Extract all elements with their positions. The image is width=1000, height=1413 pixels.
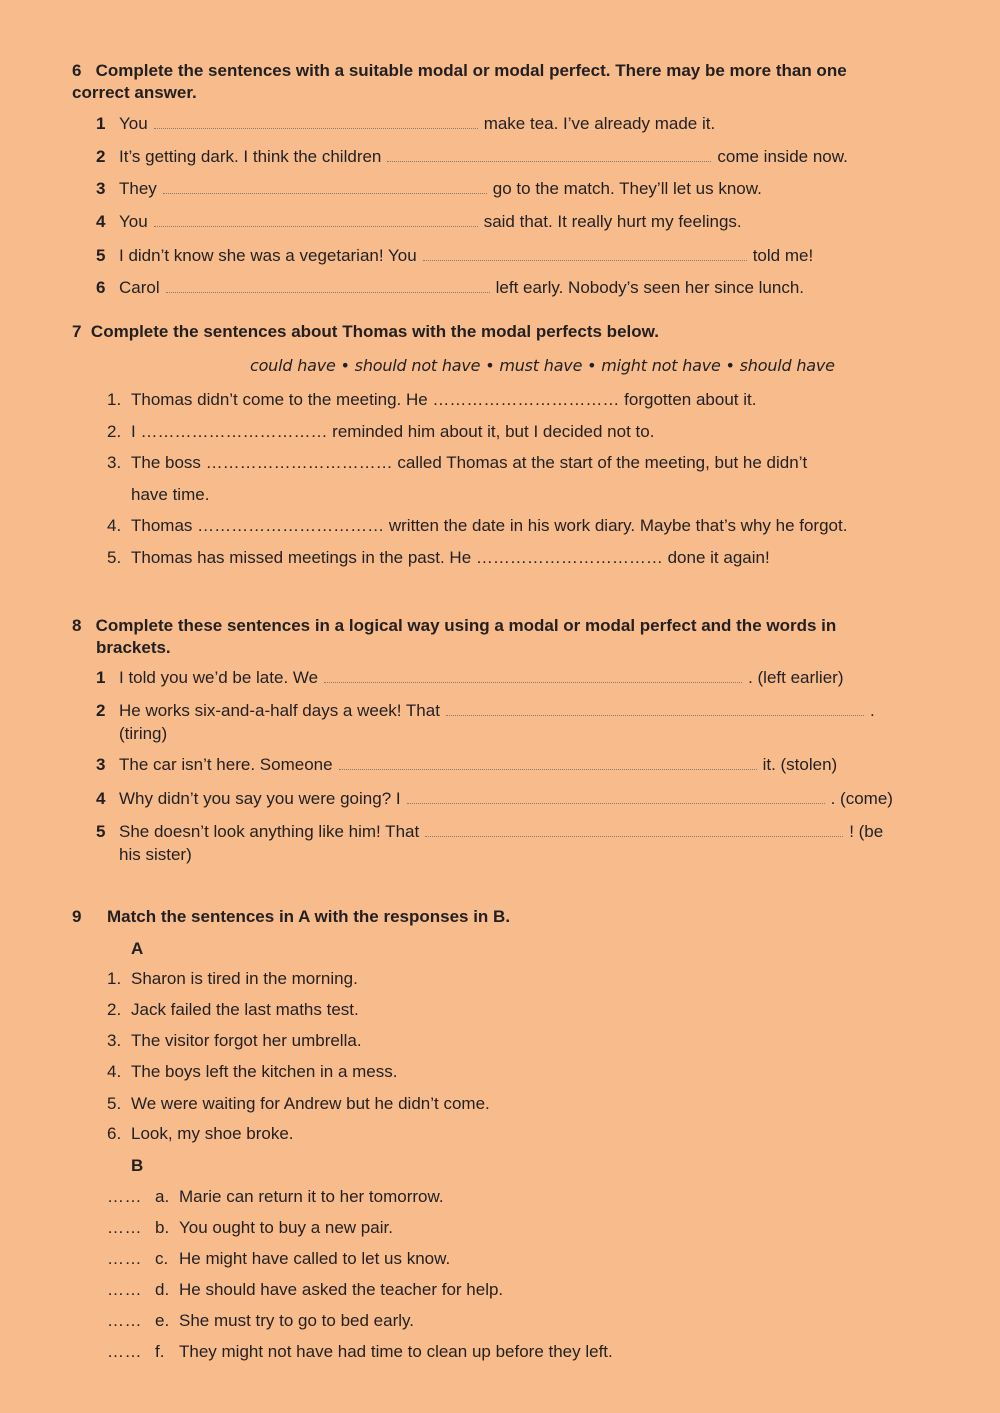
ex7-item-5: 5. Thomas has missed meetings in the past. He …………………………… done it again! (107, 548, 770, 567)
ex9-b-item: …… f. They might not have had time to clean up before they left. (107, 1342, 613, 1361)
ex7-item-3-continued: have time. (131, 485, 210, 504)
ex6-item-6: 6 Carol left early. Nobody’s seen her since lunch. (96, 278, 804, 297)
ex7-item-2: 2. I …………………………… reminded him about it, but I decided not to. (107, 422, 655, 441)
match-blank[interactable]: …… (107, 1187, 142, 1206)
ex9-a-item: 1. Sharon is tired in the morning. (107, 969, 358, 988)
ex8-item-1: 1 I told you we’d be late. We . (left earlier) (96, 668, 844, 687)
answer-blank[interactable] (387, 160, 711, 162)
match-blank[interactable]: …… (107, 1249, 142, 1268)
ex9-heading: 9 Match the sentences in A with the responses in B. (72, 907, 511, 926)
ex7-item-1: 1. Thomas didn’t come to the meeting. He …………………………… forgotten about it. (107, 390, 757, 409)
answer-blank[interactable] (154, 225, 478, 227)
match-blank[interactable]: …… (107, 1218, 142, 1237)
ex6-heading-line1: Complete the sentences with a suitable modal or modal perfect. There may be more than one (95, 61, 847, 80)
ex9-b-item: …… c. He might have called to let us know. (107, 1249, 451, 1268)
ex8-item-5: 5 She doesn’t look anything like him! That ! (be (96, 822, 884, 841)
ex9-b-item: …… a. Marie can return it to her tomorrow. (107, 1187, 444, 1206)
answer-blank[interactable] (425, 835, 843, 837)
answer-blank[interactable] (339, 768, 757, 770)
answer-blank[interactable] (154, 127, 478, 129)
ex8-item-3: 3 The car isn’t here. Someone it. (stolen) (96, 755, 838, 774)
ex9-number: 9 (72, 907, 82, 926)
match-blank[interactable]: …… (107, 1280, 142, 1299)
ex7-item-4: 4. Thomas …………………………… written the date in his work diary. Maybe that’s why he forgot. (107, 516, 848, 535)
ex7-heading: 7 Complete the sentences about Thomas with the modal perfects below. (72, 322, 659, 341)
ex7-number: 7 (72, 322, 82, 341)
match-blank[interactable]: …… (107, 1311, 142, 1330)
ex9-a-item: 3. The visitor forgot her umbrella. (107, 1031, 362, 1050)
ex8-heading-line2: brackets. (96, 638, 171, 657)
column-a-label: A (131, 939, 144, 958)
ex6-number: 6 (72, 61, 82, 80)
ex6-item-4: 4 You said that. It really hurt my feelings. (96, 212, 742, 231)
column-b-label: B (131, 1156, 144, 1175)
ex6-heading (72, 61, 847, 81)
answer-blank[interactable] (166, 291, 490, 293)
ex9-a-item: 6. Look, my shoe broke. (107, 1124, 294, 1143)
answer-blank[interactable] (163, 192, 487, 194)
answer-blank[interactable] (407, 802, 825, 804)
answer-blank[interactable] (446, 714, 864, 716)
ex9-a-item: 2. Jack failed the last maths test. (107, 1000, 359, 1019)
ex8-heading: 8 Complete these sentences in a logical way using a modal or modal perfect and the words in (72, 616, 837, 635)
ex6-item-1: 1 You make tea. I’ve already made it. (96, 114, 716, 133)
ex6-heading-line2: correct answer. (72, 83, 197, 102)
answer-blank[interactable] (324, 681, 742, 683)
ex9-b-item: …… d. He should have asked the teacher for help. (107, 1280, 504, 1299)
ex8-item-2-continued: (tiring) (119, 724, 168, 743)
ex8-item-2: 2 He works six-and-a-half days a week! That . (96, 701, 875, 720)
ex9-a-item: 4. The boys left the kitchen in a mess. (107, 1062, 398, 1081)
ex8-item-5-continued: his sister) (119, 845, 192, 864)
ex8-number: 8 (72, 616, 82, 635)
match-blank[interactable]: …… (107, 1342, 142, 1361)
ex8-item-4: 4 Why didn’t you say you were going? I . (come) (96, 789, 893, 808)
word-bank: could have • should not have • must have • might not have • should have (250, 356, 835, 375)
ex6-item-3: 3 They go to the match. They’ll let us know. (96, 179, 762, 198)
ex7-item-3: 3. The boss …………………………… called Thomas at the start of the meeting, but he didn’t (107, 453, 808, 472)
ex9-b-item: …… b. You ought to buy a new pair. (107, 1218, 393, 1237)
ex9-b-item: …… e. She must try to go to bed early. (107, 1311, 414, 1330)
ex6-item-2: 2 It’s getting dark. I think the children come inside now. (96, 147, 848, 166)
ex9-a-item: 5. We were waiting for Andrew but he didn’t come. (107, 1094, 490, 1113)
answer-blank[interactable] (423, 259, 747, 261)
ex6-item-5: 5 I didn’t know she was a vegetarian! You told me! (96, 246, 814, 265)
